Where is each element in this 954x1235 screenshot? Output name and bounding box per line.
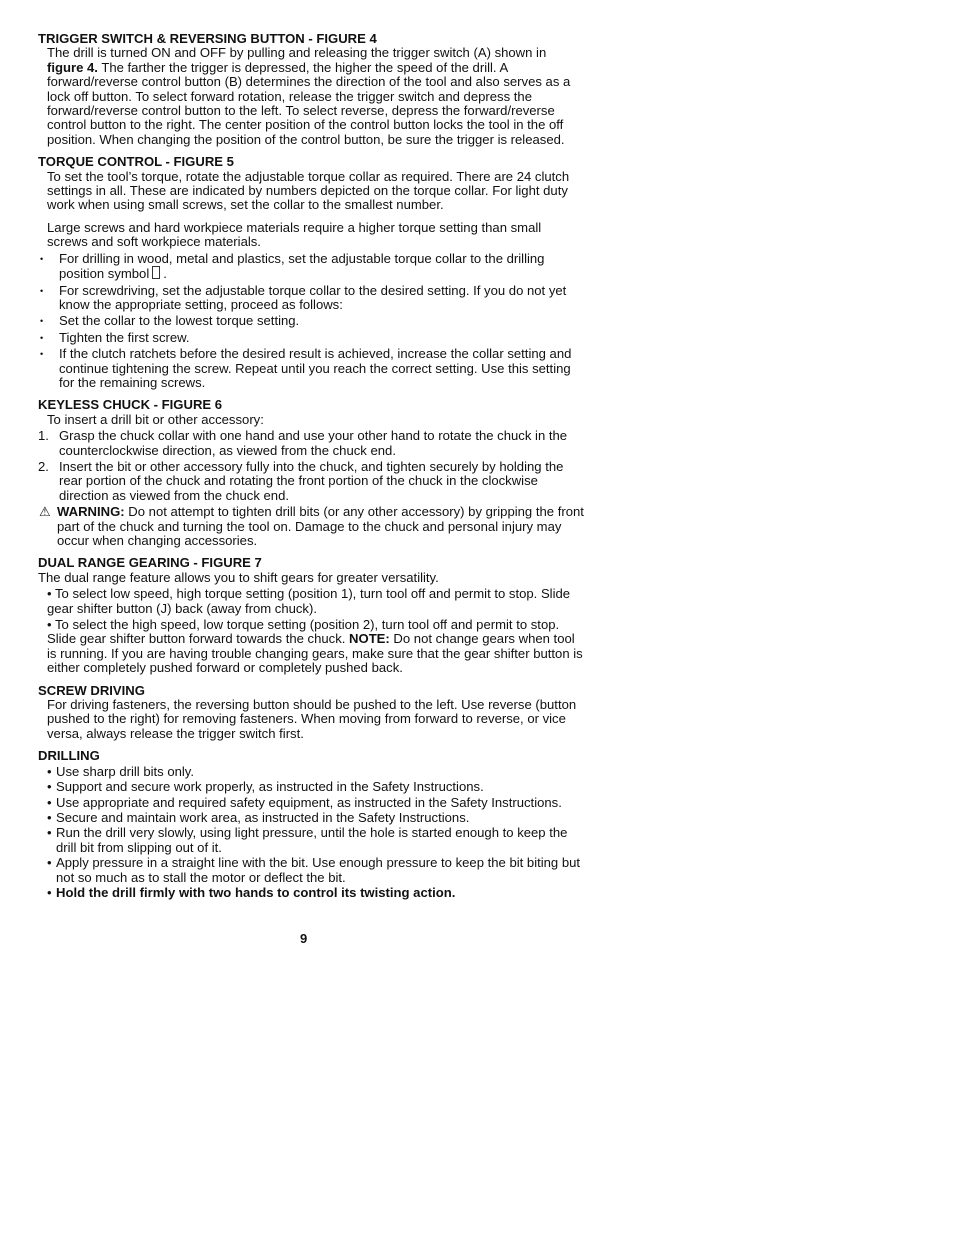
section-heading: SCREW DRIVING (38, 682, 145, 698)
text: Secure and maintain work area, as instructed in the Safety Instructions. (56, 809, 470, 825)
list-item: • Apply pressure in a straight line with the bit. Use enough pressure to keep the bit biting but not so much as to stall the motor or deflect the bit. (47, 855, 581, 885)
paragraph: To insert a drill bit or other accessory: (47, 411, 264, 427)
section-heading: TORQUE CONTROL - FIGURE 5 (38, 154, 234, 170)
text: The drill is turned ON and OFF by pulling and releasing the trigger switch (A) shown in (47, 45, 547, 61)
section-heading: KEYLESS CHUCK - FIGURE 6 (38, 397, 223, 413)
list-item (38, 252, 584, 282)
list-item: • To select low speed, high torque setting (position 1), turn tool off and permit to stop. Slide gear shifter button (J) back (away from chuck). (47, 586, 571, 616)
text: Do not change gears when tool is running. If you are having trouble changing gears, make sure that the gear shifter button is either completely pushed forward or completely pushed back. (47, 631, 583, 676)
note-label: NOTE: (349, 631, 390, 647)
bold-text: figure 4. (47, 59, 98, 75)
text: Do not attempt to tighten drill bits (or any other accessory) by gripping the front part of the chuck and turning the tool on. Damage to the chuck and personal injury may occur when changing accessories. (57, 504, 584, 548)
list-item: • If the clutch ratchets before the desired result is achieved, increase the collar setting and continue tightening the screw. Repeat until you reach the correct setting. Use this setting for the remaining screws. (38, 347, 584, 390)
list-item: • Use sharp drill bits only. (47, 763, 195, 779)
list-item: • Secure and maintain work area, as instructed in the Safety Instructions. (47, 809, 470, 825)
item-number: 1. (38, 428, 49, 444)
drill-symbol-icon (152, 266, 160, 279)
text: Use appropriate and required safety equipment, as instructed in the Safety Instructions. (56, 794, 562, 810)
section-heading: DRILLING (38, 748, 100, 764)
list-item (38, 618, 584, 676)
list-item: • Support and secure work properly, as instructed in the Safety Instructions. (47, 779, 484, 795)
text: Use sharp drill bits only. (56, 763, 195, 779)
text: Grasp the chuck collar with one hand and use your other hand to rotate the chuck in the counterclockwise direction, as viewed from the chuck end. (59, 428, 568, 458)
text: Insert the bit or other accessory fully into the chuck, and tighten securely by holding the rear portion of the chuck and rotating the front portion of the chuck in the clockwise direction as viewed from the chuck end. (59, 458, 564, 503)
list-item: • Tighten the first screw. (38, 331, 584, 345)
warning-label: WARNING: (57, 504, 125, 520)
section-drilling (38, 749, 584, 900)
paragraph: The dual range feature allows you to shift gears for greater versatility. (38, 569, 439, 585)
section-torque (38, 155, 584, 390)
section-screw-driving (38, 684, 584, 742)
list-item: • Set the collar to the lowest torque setting. (38, 314, 584, 328)
section-heading: TRIGGER SWITCH & REVERSING BUTTON - FIGURE 4 (38, 31, 377, 46)
text: For drilling in wood, metal and plastics, set the adjustable torque collar to the drilling position symbol (59, 250, 545, 282)
section-trigger (38, 32, 584, 147)
paragraph: To set the tool’s torque, rotate the adjustable torque collar as required. There are 24 clutch settings in all. These are indicated by numbers depicted on the torque collar. For light duty work when using small screws, set the collar to the smallest number. (47, 168, 570, 213)
item-number: 2. (38, 458, 49, 474)
section-chuck (38, 398, 584, 548)
text: • To select the high speed, low torque setting (position 2), turn tool off and permit to stop. Slide gear shifter button forward towards the chuck. (47, 617, 560, 647)
list-item (38, 460, 584, 503)
text: Apply pressure in a straight line with the bit. Use enough pressure to keep the bit biting but not so much as to stall the motor or deflect the bit. (56, 855, 581, 885)
section-dual-range (38, 556, 584, 675)
paragraph (38, 46, 584, 147)
text: Run the drill very slowly, using light pressure, until the hole is started enough to keep the drill bit from slipping out of it. (56, 825, 568, 855)
list-item: • Hold the drill firmly with two hands to control its twisting action. (47, 884, 456, 900)
list-item: • For screwdriving, set the adjustable torque collar to the desired setting. If you do not yet know the appropriate setting, proceed as follows: (38, 284, 584, 313)
list-item: • Run the drill very slowly, using light pressure, until the hole is started enough to keep the drill bit from slipping out of it. (47, 825, 568, 855)
warning-note (38, 505, 584, 548)
list-item: • Use appropriate and required safety equipment, as instructed in the Safety Instructions. (47, 794, 562, 810)
warning-icon: ⚠ (39, 504, 51, 520)
bold-text: Hold the drill firmly with two hands to control its twisting action. (56, 884, 456, 900)
section-heading: DUAL RANGE GEARING - FIGURE 7 (38, 555, 262, 571)
page-number: 9 (300, 931, 308, 946)
list-item (38, 429, 584, 458)
paragraph: Large screws and hard workpiece materials require a higher torque setting than small screws and soft workpiece materials. (47, 219, 542, 250)
paragraph: For driving fasteners, the reversing button should be pushed to the left. Use reverse (button pushed to the right) for removing fasteners. When moving from forward to reverse, or vice versa, always release the trigger switch first. (47, 697, 577, 741)
text: The farther the trigger is depressed, the higher the speed of the drill. A forward/reverse control button (B) determines the direction of the tool and also serves as a lock off button. To select forward rotation, release the trigger switch and depress the forward/reverse control button to the left. To select reverse, depress the forward/reverse control button to the right. The center position of the control button locks the tool in the off position. When changing the position of the control button, be sure the trigger is released. (47, 59, 571, 147)
text: . (163, 266, 167, 282)
manual-page (38, 32, 584, 908)
text: Support and secure work properly, as instructed in the Safety Instructions. (56, 779, 484, 795)
